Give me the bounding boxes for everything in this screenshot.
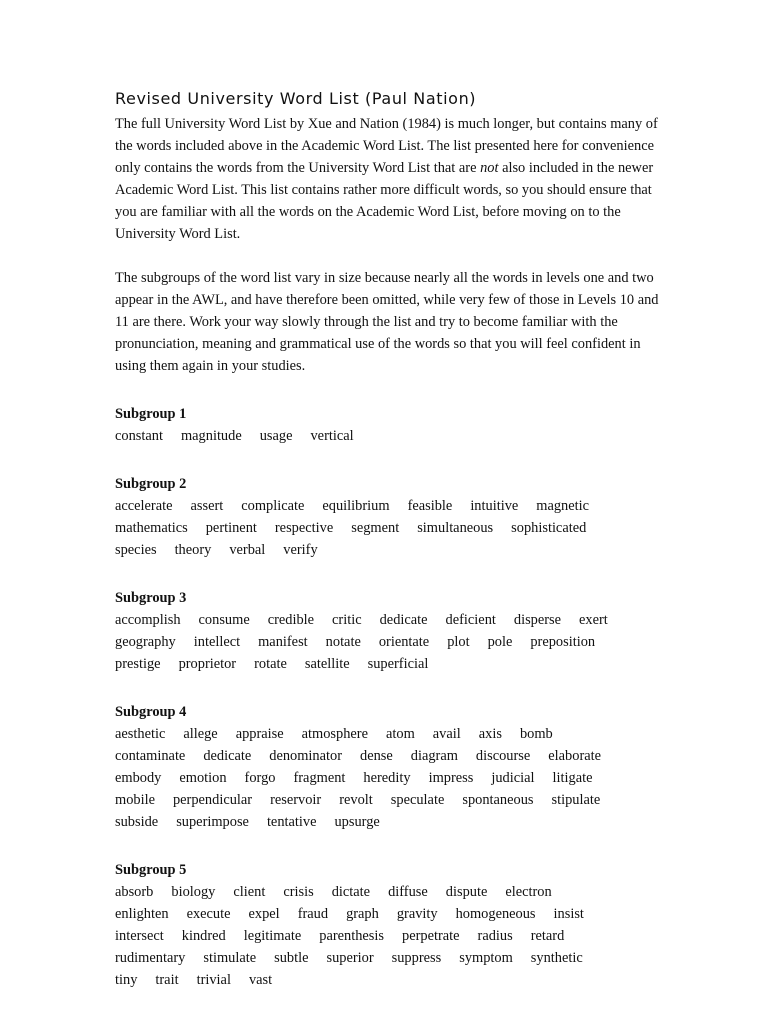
word-item: client bbox=[233, 884, 266, 900]
word-item: subside bbox=[115, 814, 159, 830]
word-item: accelerate bbox=[115, 498, 173, 514]
word-item: credible bbox=[267, 612, 315, 628]
word-item: geography bbox=[115, 634, 176, 650]
word-item: satellite bbox=[304, 656, 350, 672]
word-row bbox=[115, 631, 660, 653]
word-item: plot bbox=[447, 634, 470, 650]
word-item: spontaneous bbox=[462, 792, 534, 808]
word-row bbox=[115, 969, 660, 991]
word-item: theory bbox=[174, 542, 212, 558]
word-item: tentative bbox=[266, 814, 317, 830]
word-item: pertinent bbox=[205, 520, 257, 536]
word-item: contaminate bbox=[115, 748, 186, 764]
word-item: judicial bbox=[491, 770, 535, 786]
word-item: segment bbox=[351, 520, 400, 536]
word-item: superimpose bbox=[176, 814, 249, 830]
word-item: vertical bbox=[310, 428, 354, 444]
subgroup-heading: Subgroup 4 bbox=[115, 704, 187, 720]
word-item: magnetic bbox=[536, 498, 590, 514]
word-item: rotate bbox=[254, 656, 287, 672]
word-item: parenthesis bbox=[319, 928, 385, 944]
word-row bbox=[115, 723, 660, 745]
word-item: respective bbox=[274, 520, 334, 536]
word-row bbox=[115, 653, 660, 675]
intro-text-2: also included in the newer Academic Word List. This list contains rather more difficult words, so you should ensure that you are familiar with all the words on the Academic Word List, before moving on to the University Word List. bbox=[115, 160, 654, 242]
word-item: intellect bbox=[193, 634, 241, 650]
word-item: suppress bbox=[391, 950, 442, 966]
subgroup-section bbox=[115, 587, 660, 675]
word-row bbox=[115, 495, 660, 517]
word-item: exert bbox=[579, 612, 608, 628]
word-item: electron bbox=[505, 884, 552, 900]
word-item: atom bbox=[386, 726, 415, 742]
word-item: synthetic bbox=[530, 950, 583, 966]
intro-emphasis-not: not bbox=[480, 160, 499, 176]
word-item: fragment bbox=[293, 770, 346, 786]
word-item: notate bbox=[325, 634, 361, 650]
word-item: pole bbox=[487, 634, 513, 650]
word-item: retard bbox=[530, 928, 565, 944]
word-item: critic bbox=[332, 612, 362, 628]
document-page bbox=[115, 88, 660, 991]
word-item: orientate bbox=[378, 634, 430, 650]
word-item: gravity bbox=[396, 906, 438, 922]
word-item: trait bbox=[155, 972, 179, 988]
subgroups-list bbox=[115, 403, 660, 991]
word-row bbox=[115, 745, 660, 767]
word-item: dispute bbox=[445, 884, 488, 900]
word-item: rudimentary bbox=[115, 950, 186, 966]
word-item: graph bbox=[346, 906, 379, 922]
subgroup-heading: Subgroup 2 bbox=[115, 476, 187, 492]
word-row bbox=[115, 811, 660, 833]
word-item: subtle bbox=[274, 950, 309, 966]
word-item: disperse bbox=[513, 612, 562, 628]
word-item: deficient bbox=[445, 612, 496, 628]
word-item: simultaneous bbox=[417, 520, 494, 536]
word-item: homogeneous bbox=[455, 906, 536, 922]
word-item: diffuse bbox=[388, 884, 428, 900]
word-item: perpendicular bbox=[172, 792, 253, 808]
word-row bbox=[115, 425, 660, 447]
word-item: intuitive bbox=[470, 498, 519, 514]
word-row bbox=[115, 881, 660, 903]
subgroup-section bbox=[115, 701, 660, 833]
subgroups-explanation-paragraph: The subgroups of the word list vary in size because nearly all the words in levels one and two appear in the AWL, and have therefore been omitted, while very few of those in Levels 10 and 11 are there. Work your way slowly through the list and try to become familiar with the pronunciation, meaning and grammatical use of the words so that you will feel confident in using them again in your studies. bbox=[115, 270, 659, 374]
word-item: sophisticated bbox=[511, 520, 587, 536]
word-item: biology bbox=[171, 884, 216, 900]
word-item: dedicate bbox=[379, 612, 428, 628]
word-item: execute bbox=[186, 906, 231, 922]
word-item: denominator bbox=[269, 748, 342, 764]
word-item: heredity bbox=[363, 770, 411, 786]
word-item: crisis bbox=[283, 884, 314, 900]
word-item: fraud bbox=[297, 906, 329, 922]
word-row bbox=[115, 609, 660, 631]
word-item: diagram bbox=[410, 748, 458, 764]
subgroup-section bbox=[115, 859, 660, 991]
word-item: constant bbox=[115, 428, 163, 444]
word-item: accomplish bbox=[115, 612, 181, 628]
word-row bbox=[115, 517, 660, 539]
word-item: legitimate bbox=[243, 928, 302, 944]
word-item: usage bbox=[259, 428, 293, 444]
word-item: litigate bbox=[552, 770, 593, 786]
word-item: magnitude bbox=[180, 428, 242, 444]
word-item: manifest bbox=[258, 634, 308, 650]
word-item: kindred bbox=[181, 928, 226, 944]
word-item: feasible bbox=[407, 498, 453, 514]
word-item: dictate bbox=[331, 884, 371, 900]
word-item: intersect bbox=[115, 928, 164, 944]
word-row bbox=[115, 539, 660, 561]
word-item: vast bbox=[248, 972, 273, 988]
subgroup-section bbox=[115, 403, 660, 447]
subgroup-heading: Subgroup 5 bbox=[115, 862, 187, 878]
subgroup-heading: Subgroup 3 bbox=[115, 590, 187, 606]
word-item: atmosphere bbox=[301, 726, 368, 742]
word-item: embody bbox=[115, 770, 162, 786]
word-item: revolt bbox=[339, 792, 373, 808]
word-item: stimulate bbox=[203, 950, 257, 966]
word-item: perpetrate bbox=[402, 928, 460, 944]
word-item: insist bbox=[553, 906, 584, 922]
word-item: superficial bbox=[367, 656, 429, 672]
word-item: axis bbox=[478, 726, 502, 742]
word-item: equilibrium bbox=[322, 498, 390, 514]
word-item: absorb bbox=[115, 884, 154, 900]
word-item: forgo bbox=[244, 770, 276, 786]
word-item: consume bbox=[198, 612, 250, 628]
word-item: bomb bbox=[519, 726, 553, 742]
word-item: enlighten bbox=[115, 906, 169, 922]
word-item: species bbox=[115, 542, 157, 558]
word-item: allege bbox=[183, 726, 218, 742]
word-item: proprietor bbox=[178, 656, 237, 672]
word-item: tiny bbox=[115, 972, 138, 988]
word-item: discourse bbox=[475, 748, 531, 764]
word-row bbox=[115, 767, 660, 789]
word-item: radius bbox=[477, 928, 513, 944]
word-item: reservoir bbox=[270, 792, 322, 808]
word-item: verify bbox=[283, 542, 318, 558]
document-title: Revised University Word List (Paul Nation) bbox=[115, 89, 477, 108]
word-item: dedicate bbox=[203, 748, 252, 764]
word-row bbox=[115, 789, 660, 811]
word-row bbox=[115, 925, 660, 947]
word-item: aesthetic bbox=[115, 726, 166, 742]
word-item: expel bbox=[248, 906, 280, 922]
word-item: mobile bbox=[115, 792, 155, 808]
word-item: assert bbox=[190, 498, 224, 514]
word-item: mathematics bbox=[115, 520, 188, 536]
word-item: prestige bbox=[115, 656, 161, 672]
word-item: impress bbox=[428, 770, 474, 786]
word-item: upsurge bbox=[334, 814, 380, 830]
subgroup-heading: Subgroup 1 bbox=[115, 406, 187, 422]
word-item: preposition bbox=[530, 634, 596, 650]
word-row bbox=[115, 947, 660, 969]
word-item: symptom bbox=[459, 950, 513, 966]
word-item: speculate bbox=[390, 792, 445, 808]
word-item: appraise bbox=[235, 726, 284, 742]
word-item: elaborate bbox=[548, 748, 602, 764]
word-item: stipulate bbox=[551, 792, 601, 808]
word-item: dense bbox=[360, 748, 393, 764]
word-item: complicate bbox=[241, 498, 305, 514]
word-item: trivial bbox=[196, 972, 231, 988]
subgroup-section bbox=[115, 473, 660, 561]
word-item: avail bbox=[432, 726, 461, 742]
intro-text-1: The full University Word List by Xue and Nation (1984) is much longer, but contains many of the words included above in the Academic Word List. The list presented here for convenience only contains the words from the University Word List that are bbox=[115, 116, 658, 176]
word-row bbox=[115, 903, 660, 925]
word-item: verbal bbox=[229, 542, 266, 558]
word-item: superior bbox=[326, 950, 374, 966]
intro-paragraph bbox=[115, 113, 660, 245]
word-item: emotion bbox=[179, 770, 227, 786]
